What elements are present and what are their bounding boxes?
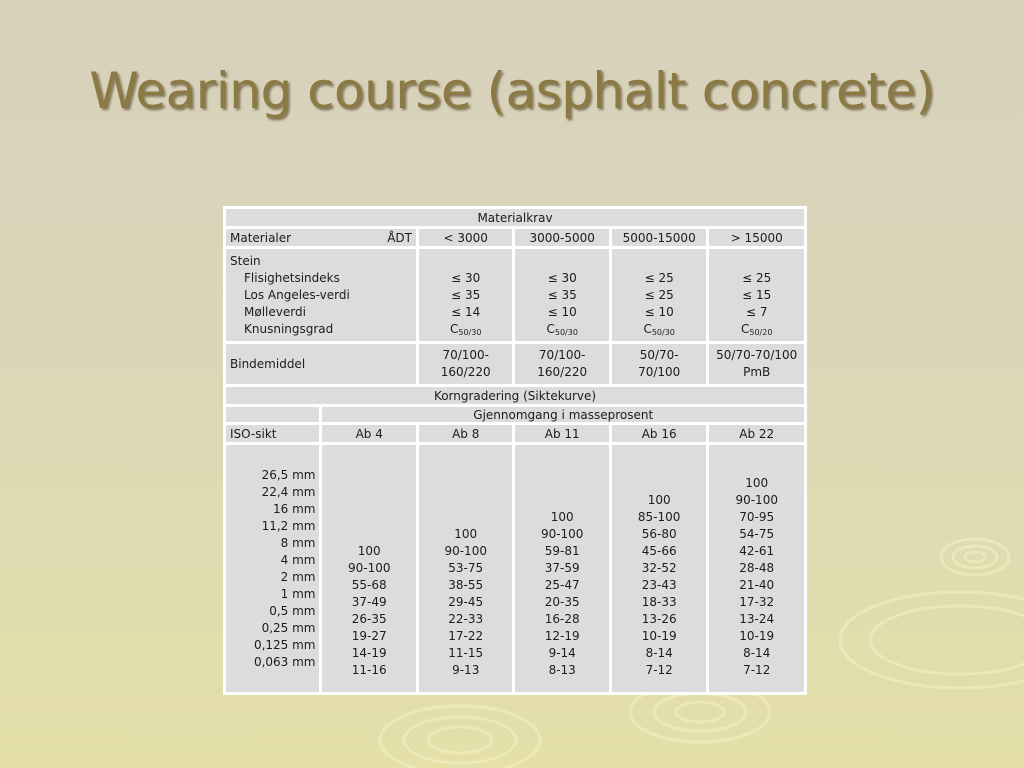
knusning-subscript: 50/30 [651,327,675,337]
grading-value: 10-19 [739,629,775,643]
traffic-class-header: < 3000 [419,229,512,246]
traffic-class-header: > 15000 [709,229,804,246]
bindemiddel-line: 70/100- [442,348,489,362]
sieve-size: 2 mm [280,569,316,584]
grading-value: 23-43 [641,578,677,592]
bindemiddel-line: PmB [743,365,771,379]
knusningsgrad-value [616,321,703,338]
material-requirements-table-container [223,206,807,695]
bindemiddel-line: 70/100 [638,365,681,379]
stein-values-cell [419,249,512,341]
grading-value: 19-27 [351,629,387,643]
bindemiddel-line: 50/70-70/100 [716,348,798,362]
grading-value: 90-100 [444,544,487,558]
bindemiddel-value [709,344,804,384]
korngradering-header: Korngradering (Siktekurve) [226,387,804,404]
grading-column [612,445,707,692]
table-row [226,249,804,341]
sieve-size: 16 mm [273,501,316,516]
knusningsgrad-value [713,321,800,338]
table-row [226,425,804,442]
sieve-size: 26,5 mm [261,467,316,482]
grading-value [326,492,411,509]
iso-sikt-header: ISO-sikt [226,425,319,442]
los-angeles-value: ≤ 25 [644,287,674,302]
los-angeles-value: ≤ 15 [742,287,772,302]
bindemiddel-line: 50/70- [639,348,679,362]
sieve-sizes-column [226,445,319,692]
grading-value [423,492,508,509]
grading-value: 90-100 [347,561,391,575]
grading-value: 45-66 [641,544,677,558]
grading-value: 53-75 [448,561,484,575]
grading-value: 11-16 [351,663,387,677]
grading-value: 90-100 [540,527,584,541]
grading-value: 7-12 [645,663,673,677]
stein-properties-cell [226,249,416,341]
grading-value: 8-14 [743,646,771,660]
flisighet-value: ≤ 25 [644,270,674,285]
bindemiddel-value [419,344,512,384]
los-angeles-value: ≤ 35 [451,287,481,302]
sieve-size: 8 mm [280,535,316,550]
table-row [226,209,804,226]
grading-column [515,445,608,692]
stein-values-cell [612,249,707,341]
grading-value: 29-45 [448,595,484,609]
flisighet-value: ≤ 25 [742,270,772,285]
grading-column [709,445,804,692]
grading-value: 16-28 [544,612,580,626]
molleverdi-value: ≤ 10 [547,304,577,319]
grading-value: 10-19 [641,629,677,643]
property-label: Knusningsgrad [244,321,334,336]
molleverdi-value: ≤ 7 [745,304,768,319]
grading-value [519,492,604,509]
grading-value: 100 [550,510,574,524]
grading-value [326,458,411,475]
stein-heading: Stein [230,253,261,268]
grading-value [713,458,800,475]
grading-value: 85-100 [637,510,681,524]
ab-type-header: Ab 4 [322,425,415,442]
grading-value: 37-49 [351,595,387,609]
grading-value: 13-24 [739,612,775,626]
table-row [226,344,804,384]
bindemiddel-value [515,344,608,384]
grading-column [322,445,415,692]
table-row [226,407,804,422]
grading-value: 100 [647,493,671,507]
grading-value: 54-75 [739,527,775,541]
traffic-class-header: 5000-15000 [612,229,707,246]
ab-type-header: Ab 22 [709,425,804,442]
grading-value [616,458,703,475]
property-label: Mølleverdi [244,304,306,319]
grading-value: 12-19 [544,629,580,643]
property-label: Flisighetsindeks [244,270,340,285]
bindemiddel-label: Bindemiddel [226,344,416,384]
grading-value [326,526,411,543]
sieve-size: 11,2 mm [261,518,316,533]
knusning-subscript: 50/20 [749,327,773,337]
grading-value: 90-100 [735,493,778,507]
materialkrav-header: Materialkrav [226,209,804,226]
ab-type-header: Ab 11 [515,425,608,442]
grading-value: 32-52 [641,561,677,575]
grading-value: 11-15 [448,646,484,660]
sieve-size: 4 mm [280,552,316,567]
sieve-size: 22,4 mm [261,484,316,499]
grading-value: 21-40 [739,578,775,592]
knusning-subscript: 50/30 [554,327,578,337]
grading-value [423,509,508,526]
grading-value: 17-22 [448,629,484,643]
flisighet-value: ≤ 30 [451,270,481,285]
materialer-label: Materialer [230,230,292,245]
grading-value: 55-68 [351,578,387,592]
slide-title: Wearing course (asphalt concrete) [89,62,935,120]
bindemiddel-value [612,344,707,384]
grading-value: 18-33 [641,595,677,609]
sieve-size: 1 mm [280,586,316,601]
knusningsgrad-value [423,321,508,338]
grading-value: 14-19 [351,646,387,660]
grading-value [326,475,411,492]
material-requirements-table [223,206,807,695]
stein-values-cell [709,249,804,341]
grading-value [519,458,604,475]
materialer-adt-header [226,229,416,246]
knusning-prefix: C [643,321,652,336]
grading-value: 22-33 [448,612,484,626]
sieve-size: 0,5 mm [269,603,316,618]
sieve-size: 0,25 mm [261,620,316,635]
grading-value: 9-14 [548,646,576,660]
knusning-prefix: C [740,321,750,336]
stein-values-cell [515,249,608,341]
grading-value: 13-26 [641,612,677,626]
gjennomgang-header: Gjennomgang i masseprosent [322,407,804,422]
grading-value: 100 [454,527,478,541]
grading-value [423,458,508,475]
grading-value [326,509,411,526]
knusning-subscript: 50/30 [458,327,482,337]
bindemiddel-line: 160/220 [440,365,491,379]
bindemiddel-line: 70/100- [538,348,586,362]
grading-value [519,475,604,492]
molleverdi-value: ≤ 10 [644,304,674,319]
grading-column [419,445,512,692]
sieve-size: 0,063 mm [253,654,316,669]
grading-value: 26-35 [351,612,387,626]
grading-value: 70-95 [739,510,775,524]
grading-value: 56-80 [641,527,677,541]
grading-value: 59-81 [544,544,580,558]
grading-value: 25-47 [544,578,580,592]
grading-value [616,475,703,492]
grading-value: 17-32 [739,595,775,609]
grading-value: 42-61 [739,544,775,558]
grading-value: 8-13 [548,663,576,677]
sieve-size: 0,125 mm [253,637,316,652]
grading-value: 100 [357,544,381,558]
ab-type-header: Ab 8 [419,425,512,442]
ab-type-header: Ab 16 [612,425,707,442]
table-row [226,229,804,246]
grading-value: 7-12 [743,663,771,677]
table-row [226,387,804,404]
knusning-prefix: C [449,321,459,336]
table-row [226,445,804,692]
molleverdi-value: ≤ 14 [451,304,481,319]
grading-value: 38-55 [448,578,484,592]
property-label: Los Angeles-verdi [244,287,350,302]
grading-value: 28-48 [739,561,775,575]
grading-value: 100 [745,476,769,490]
grading-value [423,475,508,492]
grading-value: 37-59 [544,561,580,575]
empty-cell [226,407,319,422]
los-angeles-value: ≤ 35 [547,287,577,302]
grading-value: 8-14 [645,646,673,660]
traffic-class-header: 3000-5000 [515,229,608,246]
bindemiddel-line: 160/220 [537,365,588,379]
adt-label: ÅDT [387,230,412,245]
knusningsgrad-value [519,321,604,338]
flisighet-value: ≤ 30 [547,270,577,285]
grading-value: 9-13 [452,663,480,677]
knusning-prefix: C [546,321,555,336]
grading-value: 20-35 [544,595,580,609]
